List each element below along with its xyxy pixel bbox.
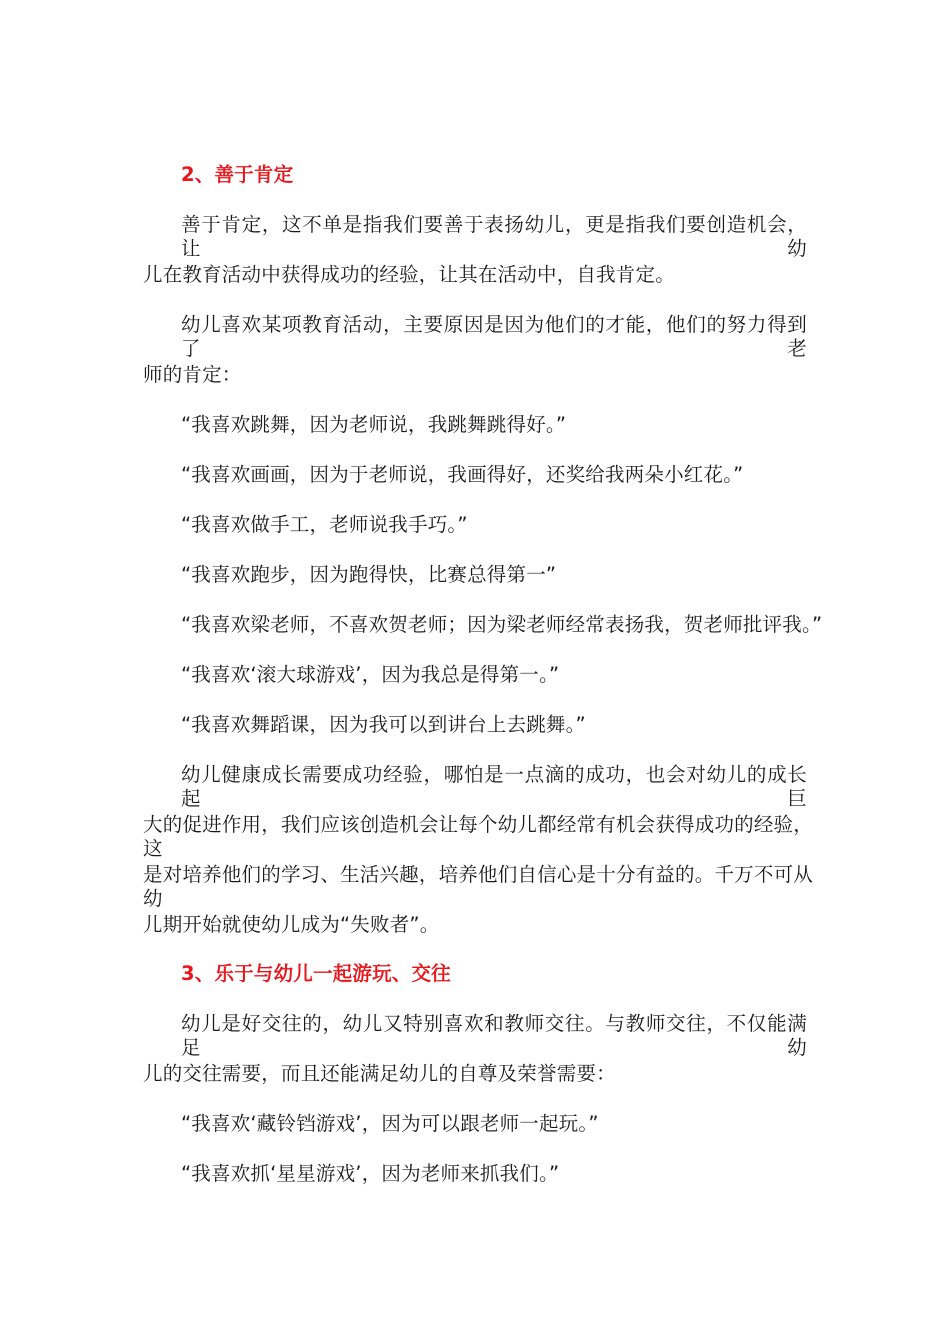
quote-line: “我喜欢做手工，老师说我手巧。” [181,513,468,536]
paragraph-text: 幼儿喜欢某项教育活动，主要原因是因为他们的才能，他们的努力得到了老 [181,313,807,360]
paragraph-line [181,1012,807,1060]
paragraph-text: 是对培养他们的学习、生活兴趣，培养他们自信心是十分有益的。千万不可从幼 [143,863,813,910]
paragraph-line: 儿的交往需要，而且还能满足幼儿的自尊及荣誉需要： [143,1062,616,1085]
quote-line: “我喜欢‘藏铃铛游戏’，因为可以跟老师一起玩。” [181,1112,599,1135]
paragraph-line [181,313,807,361]
quote-line: “我喜欢‘滚大球游戏’，因为我总是得第一。” [181,663,560,686]
quote-line: “我喜欢梁老师，不喜欢贺老师；因为梁老师经常表扬我，贺老师批评我。” [181,613,823,636]
quote-line: “我喜欢画画，因为于老师说，我画得好，还奖给我两朵小红花。” [181,463,744,486]
paragraph-line: 儿期开始就使幼儿成为“失败者”。 [143,913,440,936]
paragraph-line [143,863,813,911]
quote-line: “我喜欢跳舞，因为老师说，我跳舞跳得好。” [181,413,567,436]
paragraph-line: 儿在教育活动中获得成功的经验，让其在活动中，自我肯定。 [143,263,675,286]
paragraph-line [143,813,813,861]
quote-line: “我喜欢舞蹈课，因为我可以到讲台上去跳舞。” [181,713,586,736]
section-heading-3: 3、乐于与幼儿一起游玩、交往 [181,962,451,985]
quote-line: “我喜欢抓‘星星游戏’，因为老师来抓我们。” [181,1162,560,1185]
paragraph-line: 师的肯定： [143,363,242,386]
paragraph-text: 大的促进作用，我们应该创造机会让每个幼儿都经常有机会获得成功的经验，这 [143,813,813,860]
quote-line: “我喜欢跑步，因为跑得快，比赛总得第一” [181,563,557,586]
paragraph-text: 幼儿健康成长需要成功经验，哪怕是一点滴的成功，也会对幼儿的成长起巨 [181,763,807,810]
paragraph-line [181,213,807,261]
paragraph-line [181,763,807,811]
paragraph-text: 善于肯定，这不单是指我们要善于表扬幼儿，更是指我们要创造机会，让幼 [181,213,807,260]
section-heading-2: 2、善于肯定 [181,163,294,186]
paragraph-text: 幼儿是好交往的，幼儿又特别喜欢和教师交往。与教师交往，不仅能满足幼 [181,1012,807,1059]
